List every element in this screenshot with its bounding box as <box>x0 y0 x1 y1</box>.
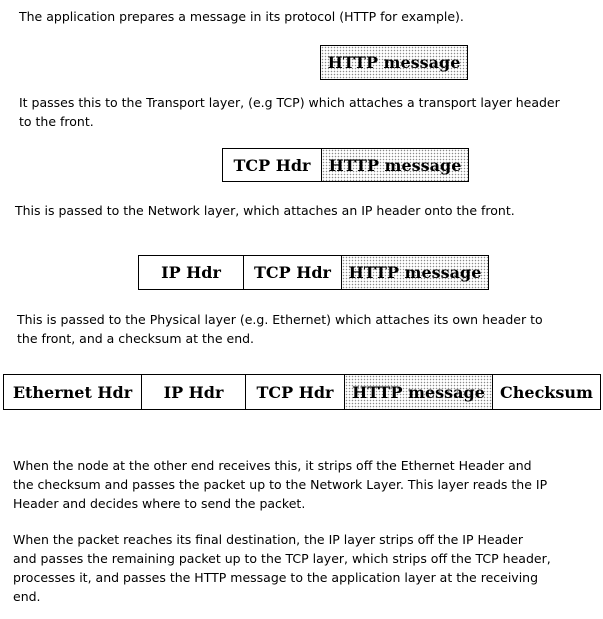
tcp-header-box: TCP Hdr <box>245 374 345 410</box>
step-1-text: The application prepares a message in its protocol (HTTP for example). <box>19 9 464 24</box>
step-2-text: It passes this to the Transport layer, (e.g TCP) which attaches a transport layer header to the front. <box>19 95 560 129</box>
http-message-box: HTTP message <box>320 45 468 80</box>
step-4-text: This is passed to the Physical layer (e.g. Ethernet) which attaches its own header to the front, and a checksum at the end. <box>17 312 543 346</box>
tcp-header-box: TCP Hdr <box>222 148 322 182</box>
http-message-box: HTTP message <box>341 255 489 290</box>
http-message-box: HTTP message <box>321 148 469 182</box>
receive-paragraph: When the node at the other end receives this, it strips off the Ethernet Header and the checksum and passes the packet up to the Network Layer. This layer reads the IP Header and decides where to send the packet. <box>13 458 548 511</box>
final-destination-paragraph: When the packet reaches its final destination, the IP layer strips off the IP Header and passes the remaining packet up to the TCP layer, which strips off the TCP header, processes it, and passes the HTTP message to the application layer at the receiving end. <box>13 532 551 604</box>
tcp-header-box: TCP Hdr <box>243 255 342 290</box>
checksum-box: Checksum <box>492 374 601 410</box>
http-message-box: HTTP message <box>344 374 493 410</box>
ip-header-box: IP Hdr <box>141 374 246 410</box>
ethernet-header-box: Ethernet Hdr <box>3 374 142 410</box>
step-3-text: This is passed to the Network layer, which attaches an IP header onto the front. <box>15 203 515 218</box>
ip-header-box: IP Hdr <box>138 255 244 290</box>
